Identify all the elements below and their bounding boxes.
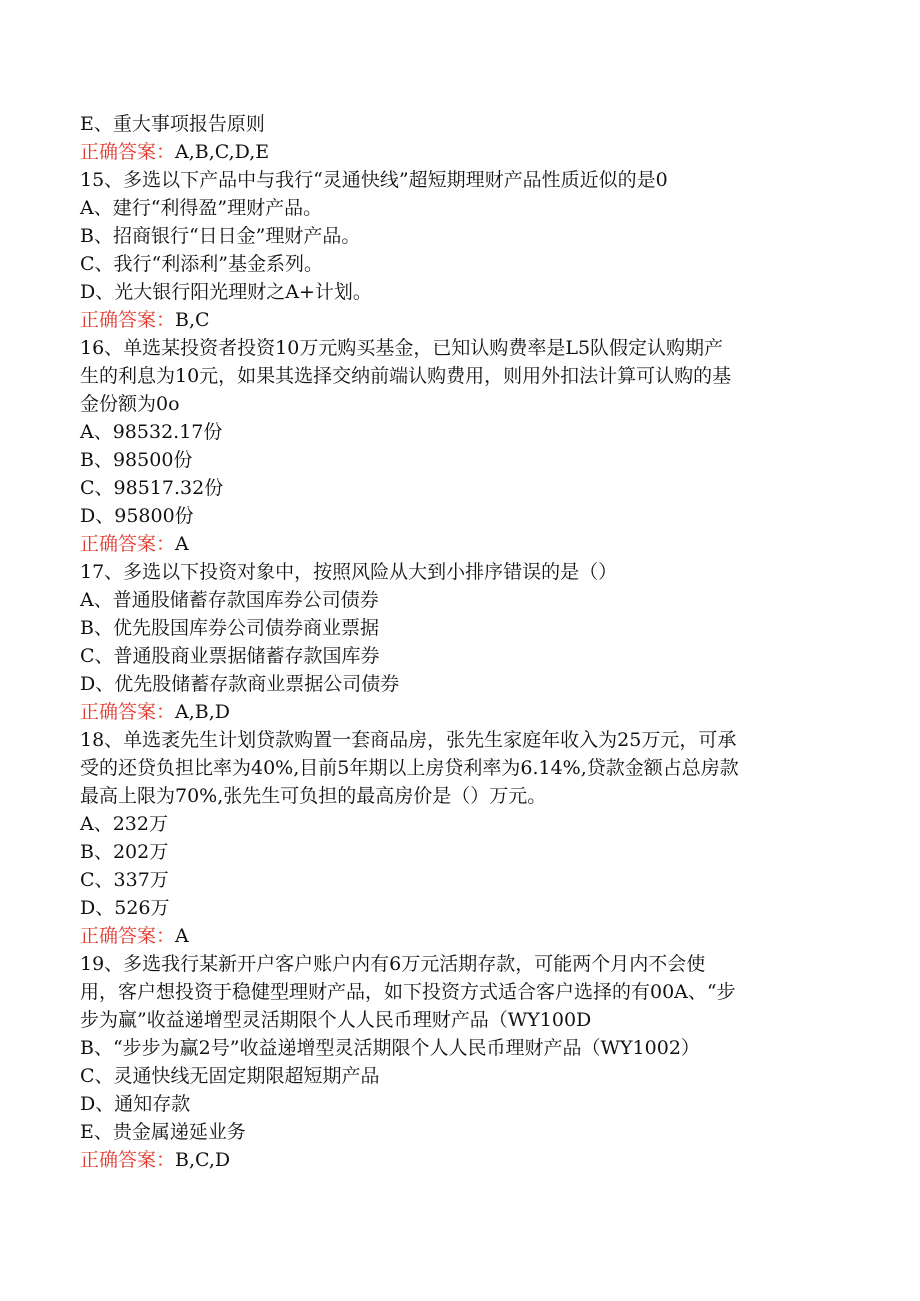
question-stem: 17、多选以下投资对象中，按照风险从大到小排序错误的是（） <box>80 561 618 583</box>
option-c: C、我行“利添利”基金系列。 <box>80 253 323 275</box>
option-c: C、普通股商业票据储蓄存款国库券 <box>80 645 380 667</box>
answer-value: A,B,C,D,E <box>175 141 270 163</box>
option-d: D、526万 <box>80 897 170 919</box>
answer-value: B,C <box>175 309 210 331</box>
question-stem-line: 受的还贷负担比率为40%,目前5年期以上房贷利率为6.14%,贷款金额占总房款 <box>80 757 739 779</box>
option-a: A、建行“利得盈”理财产品。 <box>80 197 323 219</box>
question-stem-line: 金份额为0o <box>80 393 180 415</box>
question-17 <box>80 558 850 726</box>
answer-row <box>80 530 850 558</box>
answer-row <box>80 306 850 334</box>
option-a: A、普通股储蓄存款国库券公司债券 <box>80 589 379 611</box>
answer-row <box>80 922 850 950</box>
option-e: E、贵金属递延业务 <box>80 1121 246 1143</box>
answer-value: A <box>175 533 189 555</box>
question-stem-line: 用，客户想投资于稳健型理财产品，如下投资方式适合客户选择的有00A、“步 <box>80 981 736 1003</box>
option-b: B、202万 <box>80 841 169 863</box>
question-stem-line: 19、多选我行某新开户客户账户内有6万元活期存款，可能两个月内不会使 <box>80 953 706 975</box>
answer-label: 正确答案： <box>80 309 176 331</box>
question-stem-line: 生的利息为10元，如果其选择交纳前端认购费用，则用外扣法计算可认购的基 <box>80 365 732 387</box>
answer-row <box>80 1146 850 1174</box>
option-a: A、232万 <box>80 813 168 835</box>
option-b: B、“步步为赢2号”收益递增型灵活期限个人人民币理财产品（WY1002） <box>80 1037 700 1059</box>
question-19 <box>80 950 850 1174</box>
question-stem: 15、多选以下产品中与我行“灵通快线”超短期理财产品性质近似的是0 <box>80 169 668 191</box>
question-stem-line: 最高上限为70%,张先生可负担的最高房价是（）万元。 <box>80 785 547 807</box>
option-d: D、95800份 <box>80 505 194 527</box>
option-d: D、优先股储蓄存款商业票据公司债券 <box>80 673 400 695</box>
option-e: E、重大事项报告原则 <box>80 113 265 135</box>
option-c: C、98517.32份 <box>80 477 224 499</box>
answer-value: A <box>175 925 189 947</box>
option-b: B、98500份 <box>80 449 193 471</box>
answer-label: 正确答案： <box>80 533 176 555</box>
answer-label: 正确答案： <box>80 1149 176 1171</box>
answer-row <box>80 138 850 166</box>
option-b: B、优先股国库券公司债券商业票据 <box>80 617 379 639</box>
answer-label: 正确答案： <box>80 701 176 723</box>
option-d: D、光大银行阳光理财之A+计划。 <box>80 281 372 303</box>
answer-value: A,B,D <box>175 701 231 723</box>
answer-label: 正确答案： <box>80 141 176 163</box>
option-b: B、招商银行“日日金”理财产品。 <box>80 225 361 247</box>
question-16 <box>80 334 850 558</box>
option-a: A、98532.17份 <box>80 421 223 443</box>
answer-value: B,C,D <box>175 1149 231 1171</box>
question-stem-line: 步为赢”收益递增型灵活期限个人人民币理财产品（WY100D <box>80 1009 592 1031</box>
option-d: D、通知存款 <box>80 1093 191 1115</box>
option-c: C、337万 <box>80 869 169 891</box>
question-list <box>80 110 850 1174</box>
answer-row <box>80 698 850 726</box>
question-14-tail <box>80 110 850 166</box>
option-c: C、灵通快线无固定期限超短期产品 <box>80 1065 380 1087</box>
question-stem-line: 16、单选某投资者投资10万元购买基金，已知认购费率是L5队假定认购期产 <box>80 337 724 359</box>
question-15 <box>80 166 850 334</box>
question-18 <box>80 726 850 950</box>
answer-label: 正确答案： <box>80 925 176 947</box>
question-stem-line: 18、单选袤先生计划贷款购置一套商品房，张先生家庭年收入为25万元，可承 <box>80 729 737 751</box>
